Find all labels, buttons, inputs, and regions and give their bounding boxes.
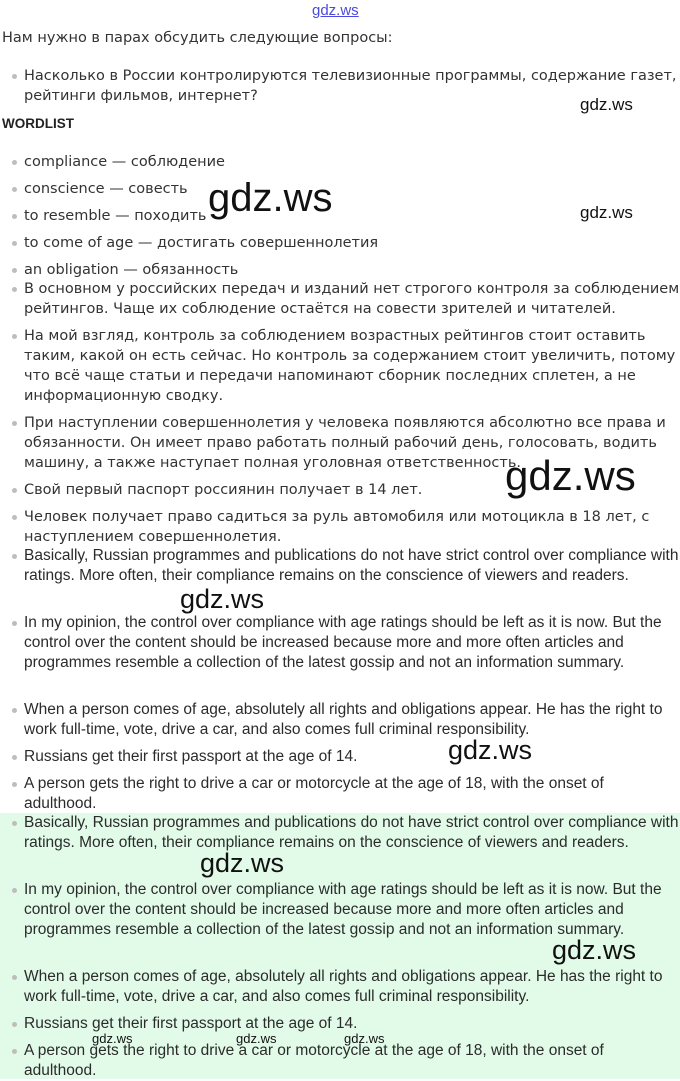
en-answer: Russians get their first passport at the age of 14. bbox=[24, 747, 680, 767]
wordlist-item: conscience — совесть bbox=[24, 179, 680, 199]
en-answer-highlighted: Basically, Russian programmes and publications do not have strict control over compliance with ratings. More often, their compliance remains on the conscience of viewers and readers. bbox=[24, 814, 679, 851]
watermark: gdz.ws bbox=[552, 935, 637, 965]
en-answer-highlighted: Russians get their first passport at the age of 14. bbox=[24, 1014, 680, 1034]
wordlist-item: an obligation — обязанность bbox=[24, 260, 680, 280]
en-answer: In my opinion, the control over compliance with age ratings should be left as it is now. But the control over the content should be increased because more and more often articles and programmes resemble a collection of the latest gossip and not an information summary. bbox=[24, 613, 680, 673]
watermark: gdz.ws bbox=[580, 203, 633, 222]
ru-answer: При наступлении совершеннолетия у человека появляются абсолютно все права и обязанности. Он имеет право работать полный рабочий день, голосовать, водить машину, а также наступает полная уголовная ответственность. bbox=[24, 413, 680, 473]
en-answer: A person gets the right to drive a car or motorcycle at the age of 18, with the onset of adulthood. bbox=[24, 774, 680, 814]
wordlist-heading: WORDLIST bbox=[2, 116, 74, 131]
wordlist-item: compliance — соблюдение bbox=[24, 152, 680, 172]
task-intro: Нам нужно в парах обсудить следующие вопросы: bbox=[2, 30, 393, 46]
en-answer: Basically, Russian programmes and publications do not have strict control over compliance with ratings. More often, their compliance remains on the conscience of viewers and readers. bbox=[24, 547, 679, 584]
watermark: gdz.ws bbox=[236, 1031, 277, 1046]
wordlist-item: to come of age — достигать совершеннолетия bbox=[24, 233, 680, 253]
watermark: gdz.ws bbox=[180, 584, 265, 614]
watermark: gdz.ws bbox=[200, 848, 285, 878]
en-answer-highlighted: A person gets the right to drive a car or motorcycle at the age of 18, with the onset of adulthood. bbox=[24, 1041, 680, 1081]
discussion-question: Насколько в России контролируются телевизионные программы, содержание газет, рейтинги фильмов, интернет? bbox=[24, 66, 680, 106]
ru-answer: Человек получает право садиться за руль автомобиля или мотоцикла в 18 лет, с наступлением совершеннолетия. bbox=[24, 507, 680, 547]
ru-answer: На мой взгляд, контроль за соблюдением возрастных рейтингов стоит оставить таким, какой он есть сейчас. Но контроль за содержанием стоит увеличить, потому что всё чаще статьи и передачи напоминают сборник последних сплетен, а не информационную сводку. bbox=[24, 326, 680, 406]
watermark: gdz.ws bbox=[580, 95, 633, 114]
en-answer-highlighted: In my opinion, the control over compliance with age ratings should be left as it is now. But the control over the content should be increased because more and more often articles and programmes resemble a collection of the latest gossip and not an information summary. bbox=[24, 880, 680, 940]
en-answer: When a person comes of age, absolutely all rights and obligations appear. He has the right to work full-time, vote, drive a car, and also comes full criminal responsibility. bbox=[24, 700, 680, 740]
watermark: gdz.ws bbox=[344, 1031, 385, 1046]
watermark: gdz.ws bbox=[208, 176, 333, 220]
site-link[interactable]: gdz.ws bbox=[312, 2, 359, 19]
ru-answer: В основном у российских передач и изданий нет строгого контроля за соблюдением рейтингов. Чаще их соблюдение остаётся на совести зрителей и читателей. bbox=[24, 281, 680, 317]
watermark: gdz.ws bbox=[505, 452, 636, 499]
en-answer-highlighted: When a person comes of age, absolutely all rights and obligations appear. He has the right to work full-time, vote, drive a car, and also comes full criminal responsibility. bbox=[24, 967, 680, 1007]
ru-answer: Свой первый паспорт россиянин получает в 14 лет. bbox=[24, 480, 680, 500]
wordlist-item: to resemble — походить bbox=[24, 206, 680, 226]
watermark: gdz.ws bbox=[448, 735, 533, 765]
watermark: gdz.ws bbox=[92, 1031, 133, 1046]
